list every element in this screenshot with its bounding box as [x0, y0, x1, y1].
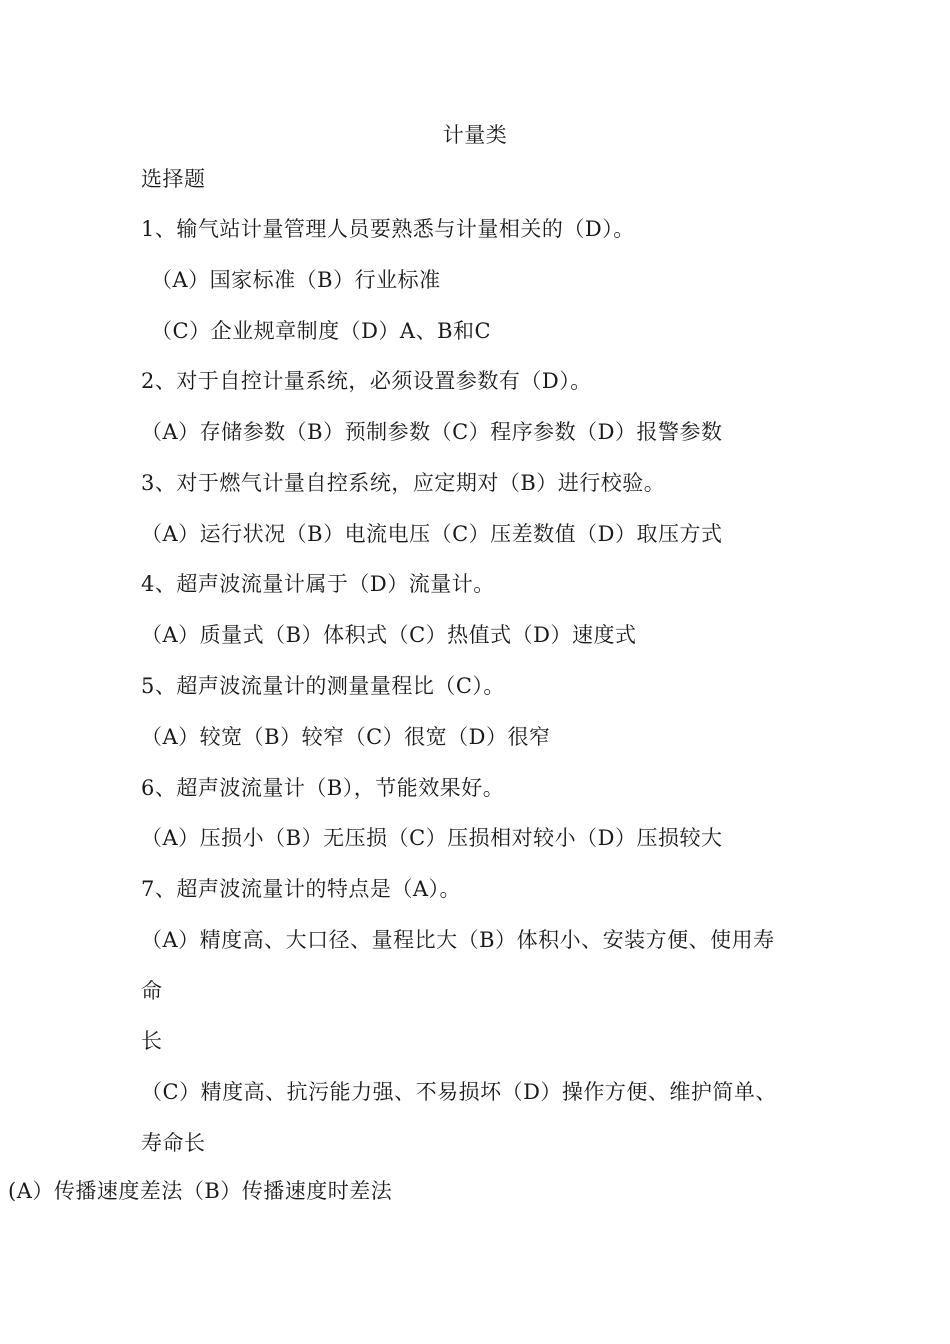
question-2: 2、对于自控计量系统，必须设置参数有（D）。: [141, 369, 592, 393]
question-1: 1、输气站计量管理人员要熟悉与计量相关的（D）。: [141, 217, 635, 241]
question-3: 3、对于燃气计量自控系统，应定期对（B）进行校验。: [141, 471, 666, 495]
question-6: 6、超声波流量计（B），节能效果好。: [141, 776, 505, 800]
question-7-options-wrap-1: 命: [141, 979, 163, 1003]
question-2-options: （A）存储参数（B）预制参数（C）程序参数（D）报警参数: [141, 420, 723, 444]
question-3-options: （A）运行状况（B）电流电压（C）压差数值（D）取压方式: [141, 522, 723, 546]
question-7: 7、超声波流量计的特点是（A）。: [141, 877, 462, 901]
question-5-options: （A）较宽（B）较窄（C）很宽（D）很窄: [141, 725, 551, 749]
question-5: 5、超声波流量计的测量量程比（C）。: [141, 674, 505, 698]
question-7-options-c-d: （C）精度高、抗污能力强、不易损坏（D）操作方便、维护简单、: [141, 1080, 777, 1104]
question-1-options-c-d: （C）企业规章制度（D）A、B和C: [151, 319, 492, 343]
question-4-options: （A）质量式（B）体积式（C）热值式（D）速度式: [141, 623, 637, 647]
question-4: 4、超声波流量计属于（D）流量计。: [141, 572, 495, 596]
question-7-options-a-b: （A）精度高、大口径、量程比大（B）体积小、安装方便、使用寿: [141, 928, 775, 952]
question-8-options-fragment: (A）传播速度差法（B）传播速度时差法: [8, 1179, 393, 1203]
question-1-options-a-b: （A）国家标准（B）行业标准: [151, 268, 441, 292]
document-title: 计量类: [442, 123, 508, 147]
question-7-options-wrap-2: 长: [141, 1029, 163, 1053]
question-7-options-wrap-3: 寿命长: [141, 1131, 206, 1155]
question-6-options: （A）压损小（B）无压损（C）压损相对较小（D）压损较大: [141, 826, 723, 850]
section-heading: 选择题: [141, 167, 206, 191]
